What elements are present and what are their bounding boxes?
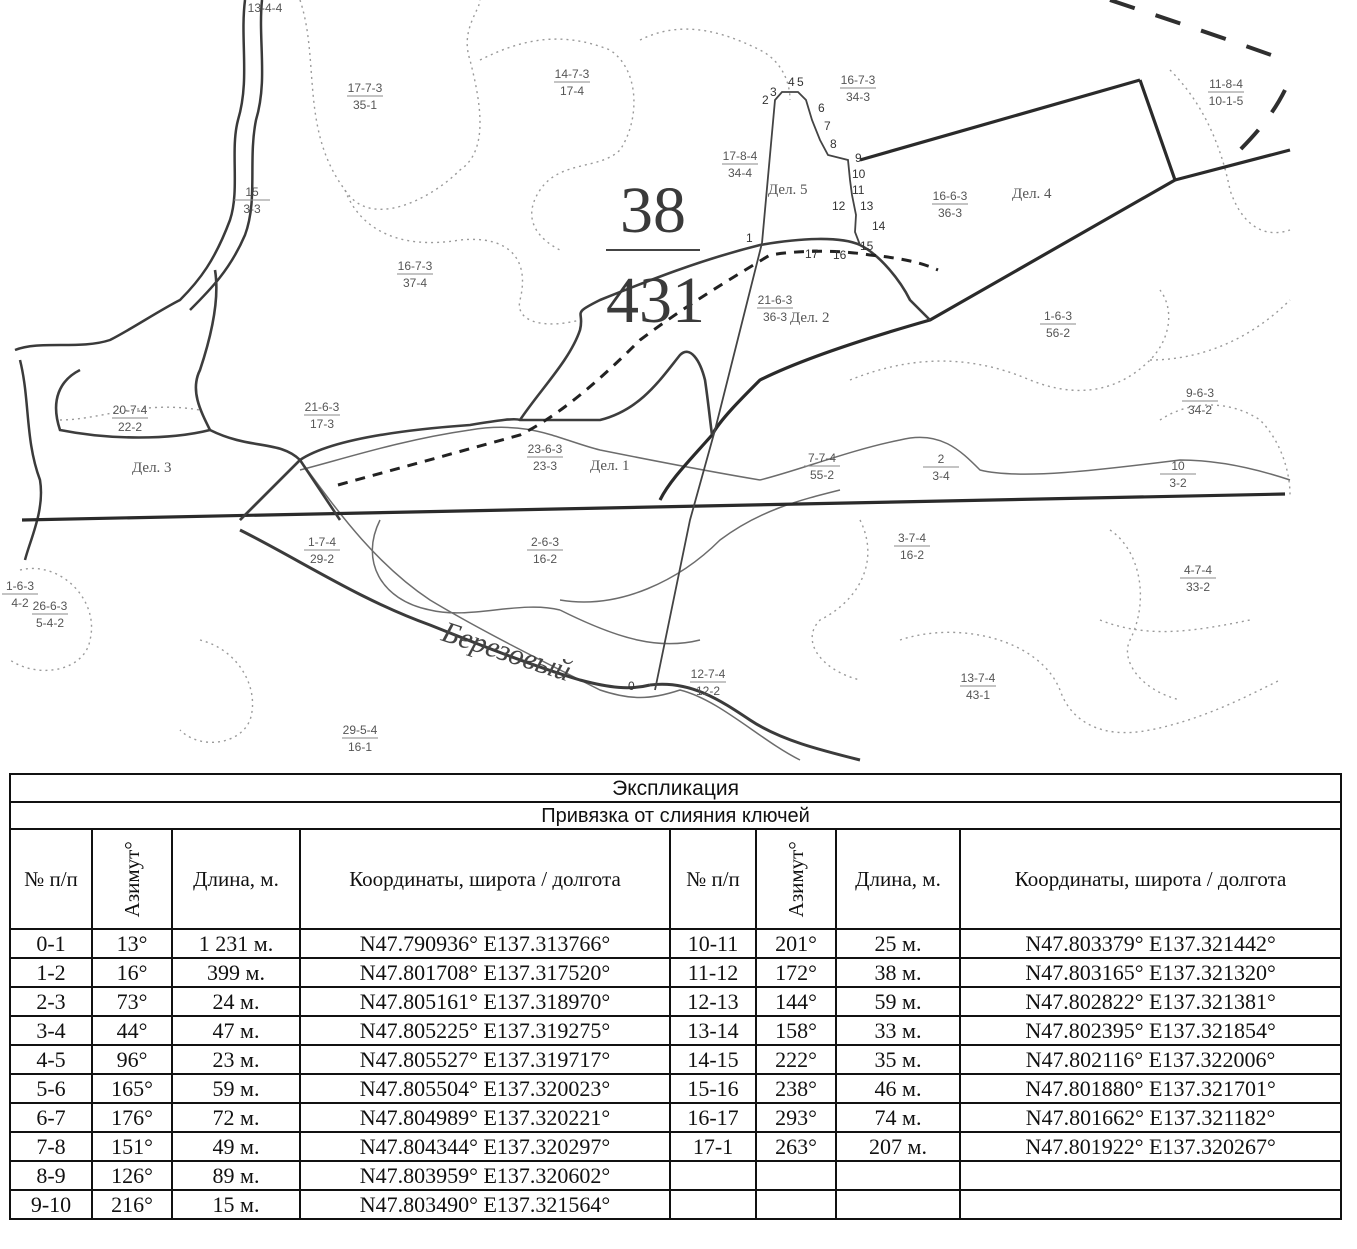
del-label-2: Дел. 2	[790, 310, 830, 326]
vydel-top: 16-7-3	[840, 73, 876, 87]
table-row	[10, 958, 1341, 987]
cell-c2: N47.801880° E137.321701°	[960, 1074, 1341, 1103]
cell-az1: 176°	[92, 1103, 172, 1132]
vydel-label	[1208, 77, 1244, 108]
cell-az1: 216°	[92, 1190, 172, 1219]
vydel-label	[804, 451, 840, 482]
vydel-bottom: 34-4	[727, 166, 753, 180]
table-subtitle: Привязка от слияния ключей	[10, 802, 1341, 829]
vydel-bottom: 16-2	[899, 548, 925, 562]
vydel-label	[112, 403, 148, 434]
cell-n2: 11-12	[670, 958, 756, 987]
vydel-bottom: 3-2	[1169, 476, 1187, 490]
header-coords-1: Координаты, широта / долгота	[300, 829, 670, 929]
cell-c1: N47.804344° E137.320297°	[300, 1132, 670, 1161]
point-label: 8	[830, 137, 837, 151]
vydel-bottom: 23-3	[532, 459, 558, 473]
cell-n1: 7-8	[10, 1132, 92, 1161]
vydel-bottom: 34-3	[845, 90, 871, 104]
vydel-label	[527, 535, 563, 566]
cell-c2: N47.802395° E137.321854°	[960, 1016, 1341, 1045]
cell-c2	[960, 1190, 1341, 1219]
vydel-top: 12-7-4	[690, 667, 726, 681]
vydel-label	[840, 73, 876, 104]
point-label: 9	[855, 151, 862, 165]
vydel-top: 17-7-3	[347, 81, 383, 95]
point-label: 15	[860, 239, 874, 253]
cell-az1: 165°	[92, 1074, 172, 1103]
cell-c2: N47.802116° E137.322006°	[960, 1045, 1341, 1074]
header-length-2: Длина, м.	[836, 829, 960, 929]
cell-n2: 10-11	[670, 929, 756, 958]
cell-n2: 16-17	[670, 1103, 756, 1132]
vydel-top: 13-7-4	[960, 671, 996, 685]
cell-len2: 35 м.	[836, 1045, 960, 1074]
cell-c2: N47.801662° E137.321182°	[960, 1103, 1341, 1132]
cell-az1: 96°	[92, 1045, 172, 1074]
cell-az1: 13°	[92, 929, 172, 958]
cell-len1: 1 231 м.	[172, 929, 300, 958]
vydel-top: 11-8-4	[1209, 77, 1243, 91]
cell-az2	[756, 1161, 836, 1190]
cell-c1: N47.805161° E137.318970°	[300, 987, 670, 1016]
point-label: 6	[818, 101, 825, 115]
vydel-top: 16-6-3	[932, 189, 968, 203]
cell-n1: 4-5	[10, 1045, 92, 1074]
header-azimuth-2	[756, 829, 836, 929]
cell-c1: N47.801708° E137.317520°	[300, 958, 670, 987]
vydel-top: 29-5-4	[342, 723, 378, 737]
table-row	[10, 1190, 1341, 1219]
cell-az2: 201°	[756, 929, 836, 958]
vydel-label	[527, 442, 563, 473]
cell-az2: 144°	[756, 987, 836, 1016]
point-label: 1	[746, 231, 753, 245]
vydel-top: 13-4-4	[247, 1, 283, 15]
cell-len1: 23 м.	[172, 1045, 300, 1074]
cell-n2: 17-1	[670, 1132, 756, 1161]
cell-n1: 6-7	[10, 1103, 92, 1132]
vydel-top: 9-6-3	[1185, 386, 1215, 400]
header-azimuth-1-text: Азимут°	[119, 840, 144, 918]
cell-n1: 9-10	[10, 1190, 92, 1219]
cell-az2: 263°	[756, 1132, 836, 1161]
vydel-label	[248, 1, 283, 15]
vydel-top: 7-7-4	[807, 451, 837, 465]
cell-c1: N47.805504° E137.320023°	[300, 1074, 670, 1103]
cell-c1: N47.805225° E137.319275°	[300, 1016, 670, 1045]
cell-n2	[670, 1190, 756, 1219]
vydel-top: 3-7-4	[897, 531, 927, 545]
point-label: 14	[872, 219, 886, 233]
vydel-bottom: 55-2	[809, 468, 835, 482]
table-row	[10, 1103, 1341, 1132]
cell-len1: 399 м.	[172, 958, 300, 987]
cell-c2: N47.801922° E137.320267°	[960, 1132, 1341, 1161]
vydel-top: 2-6-3	[530, 535, 560, 549]
point-label: 3	[770, 85, 777, 99]
cell-c1: N47.805527° E137.319717°	[300, 1045, 670, 1074]
cell-c1: N47.790936° E137.313766°	[300, 929, 670, 958]
point-label: 17	[805, 247, 819, 261]
cell-c1: N47.803490° E137.321564°	[300, 1190, 670, 1219]
table-row	[10, 1016, 1341, 1045]
table-row	[10, 1074, 1341, 1103]
cell-az2: 238°	[756, 1074, 836, 1103]
cell-c1: N47.804989° E137.320221°	[300, 1103, 670, 1132]
point-label: 5	[797, 75, 804, 89]
cell-c2: N47.803165° E137.321320°	[960, 958, 1341, 987]
vydel-label	[397, 259, 433, 290]
vydel-top: 2	[937, 452, 945, 466]
header-azimuth-1	[92, 829, 172, 929]
cell-n2: 13-14	[670, 1016, 756, 1045]
cell-az2: 158°	[756, 1016, 836, 1045]
point-label: 0	[628, 679, 635, 693]
cell-n1: 2-3	[10, 987, 92, 1016]
cell-len2: 74 м.	[836, 1103, 960, 1132]
vydel-bottom: 3-4	[932, 469, 950, 483]
cell-len1: 59 м.	[172, 1074, 300, 1103]
vydel-top: 21-6-3	[304, 400, 340, 414]
explication-table	[9, 773, 1342, 1220]
cell-len2	[836, 1190, 960, 1219]
point-label: 4	[788, 75, 795, 89]
table-row	[10, 929, 1341, 958]
vydel-top: 23-6-3	[527, 442, 563, 456]
vydel-top: 4-7-4	[1183, 563, 1213, 577]
kvartal-number: 38	[620, 174, 686, 247]
cell-c2: N47.802822° E137.321381°	[960, 987, 1341, 1016]
vydel-bottom: 34-2	[1187, 403, 1213, 417]
cell-len2: 207 м.	[836, 1132, 960, 1161]
header-azimuth-2-text: Азимут°	[783, 840, 808, 918]
left-river	[15, 0, 262, 560]
vydel-bottom: 16-2	[532, 552, 558, 566]
vydel-bottom: 43-1	[965, 688, 991, 702]
vydel-bottom: 56-2	[1045, 326, 1071, 340]
vydel-label	[932, 189, 968, 220]
header-length-1: Длина, м.	[172, 829, 300, 929]
vydel-bottom: 36-3	[762, 310, 788, 324]
cell-len2: 38 м.	[836, 958, 960, 987]
cell-len1: 89 м.	[172, 1161, 300, 1190]
vydel-label	[342, 723, 378, 754]
del-label-5: Дел. 5	[768, 182, 808, 198]
vydel-top: 10	[1171, 459, 1185, 473]
point-label: 7	[824, 119, 831, 133]
vydel-bottom: 33-2	[1185, 580, 1211, 594]
cell-len2: 25 м.	[836, 929, 960, 958]
cell-len1: 15 м.	[172, 1190, 300, 1219]
header-num-2: № п/п	[670, 829, 756, 929]
cell-n2: 12-13	[670, 987, 756, 1016]
del-label-4: Дел. 4	[1012, 186, 1052, 202]
vydel-top: 1-7-4	[307, 535, 337, 549]
point-label: 12	[832, 199, 846, 213]
vydel-top: 15	[245, 185, 259, 199]
streams	[300, 427, 1290, 760]
cell-len2: 33 м.	[836, 1016, 960, 1045]
point-label: 13	[860, 199, 874, 213]
cell-len2: 46 м.	[836, 1074, 960, 1103]
point-label: 11	[852, 183, 865, 197]
table-body	[10, 929, 1341, 1219]
vydel-label	[32, 599, 68, 630]
header-num-1: № п/п	[10, 829, 92, 929]
cell-az2: 222°	[756, 1045, 836, 1074]
cell-c1: N47.803959° E137.320602°	[300, 1161, 670, 1190]
table-row	[10, 1132, 1341, 1161]
vydel-label	[1040, 309, 1076, 340]
cell-az1: 16°	[92, 958, 172, 987]
cell-n2: 15-16	[670, 1074, 756, 1103]
vydel-top: 16-7-3	[397, 259, 433, 273]
vydel-top: 21-6-3	[757, 293, 793, 307]
cell-n1: 3-4	[10, 1016, 92, 1045]
vydel-top: 1-6-3	[1043, 309, 1073, 323]
vydel-bottom: 29-2	[309, 552, 335, 566]
cell-c2: N47.803379° E137.321442°	[960, 929, 1341, 958]
cell-az1: 151°	[92, 1132, 172, 1161]
vydel-boundaries	[10, 0, 1290, 742]
river-name: Березовый	[437, 615, 576, 688]
vydel-bottom: 22-2	[117, 420, 143, 434]
vydel-top: 14-7-3	[554, 67, 590, 81]
cell-az1: 44°	[92, 1016, 172, 1045]
cell-n1: 8-9	[10, 1161, 92, 1190]
cell-az2: 293°	[756, 1103, 836, 1132]
cell-len2: 59 м.	[836, 987, 960, 1016]
cell-len2	[836, 1161, 960, 1190]
vydel-label	[304, 400, 340, 431]
cell-n1: 0-1	[10, 929, 92, 958]
vydel-label	[923, 452, 959, 483]
table-row	[10, 987, 1341, 1016]
vydel-bottom: 17-4	[559, 84, 585, 98]
table-row	[10, 1045, 1341, 1074]
vydel-label	[554, 67, 590, 98]
vydel-bottom: 5-4-2	[35, 616, 65, 630]
vydel-bottom: 36-3	[937, 206, 963, 220]
vydel-label	[757, 293, 793, 324]
point-label: 10	[852, 167, 866, 181]
vydel-top: 17-8-4	[722, 149, 758, 163]
cell-az1: 126°	[92, 1161, 172, 1190]
vydel-label	[722, 149, 758, 180]
vydel-bottom: 16-1	[347, 740, 373, 754]
vydel-bottom: 17-3	[309, 417, 335, 431]
vydel-bottom: 10-1-5	[1208, 94, 1244, 108]
vydel-label	[234, 185, 270, 216]
point-label: 2	[762, 93, 769, 107]
cell-len1: 49 м.	[172, 1132, 300, 1161]
point-label: 16	[833, 248, 847, 262]
vydel-label	[690, 667, 726, 698]
vydel-top: 26-6-3	[32, 599, 68, 613]
cell-n2: 14-15	[670, 1045, 756, 1074]
cell-az2	[756, 1190, 836, 1219]
cell-az1: 73°	[92, 987, 172, 1016]
cell-len1: 72 м.	[172, 1103, 300, 1132]
vydel-bottom: 3-3	[243, 202, 261, 216]
cell-n1: 5-6	[10, 1074, 92, 1103]
table-title: Экспликация	[10, 774, 1341, 802]
header-coords-2: Координаты, широта / долгота	[960, 829, 1341, 929]
vydel-bottom: 4-2	[11, 596, 29, 610]
vydel-bottom: 37-4	[402, 276, 428, 290]
vydel-bottom: 12-2	[695, 684, 721, 698]
table-row	[10, 1161, 1341, 1190]
vydel-labels	[2, 1, 1244, 754]
vydel-top: 1-6-3	[5, 579, 35, 593]
survey-plot	[56, 239, 930, 520]
vydel-top: 20-7-4	[112, 403, 148, 417]
cell-az2: 172°	[756, 958, 836, 987]
vydel-label	[304, 535, 340, 566]
vydel-bottom: 35-1	[352, 98, 378, 112]
del-label-3: Дел. 3	[132, 460, 172, 476]
vydel-label	[1180, 563, 1216, 594]
del-label-1: Дел. 1	[590, 458, 630, 474]
vydel-label	[1182, 386, 1218, 417]
cell-n2	[670, 1161, 756, 1190]
vydel-label	[894, 531, 930, 562]
kvartal-area: 431	[606, 264, 705, 337]
vydel-label	[1160, 459, 1196, 490]
cell-len1: 24 м.	[172, 987, 300, 1016]
cell-n1: 1-2	[10, 958, 92, 987]
cell-c2	[960, 1161, 1341, 1190]
vydel-label	[960, 671, 996, 702]
cell-len1: 47 м.	[172, 1016, 300, 1045]
vydel-label	[347, 81, 383, 112]
